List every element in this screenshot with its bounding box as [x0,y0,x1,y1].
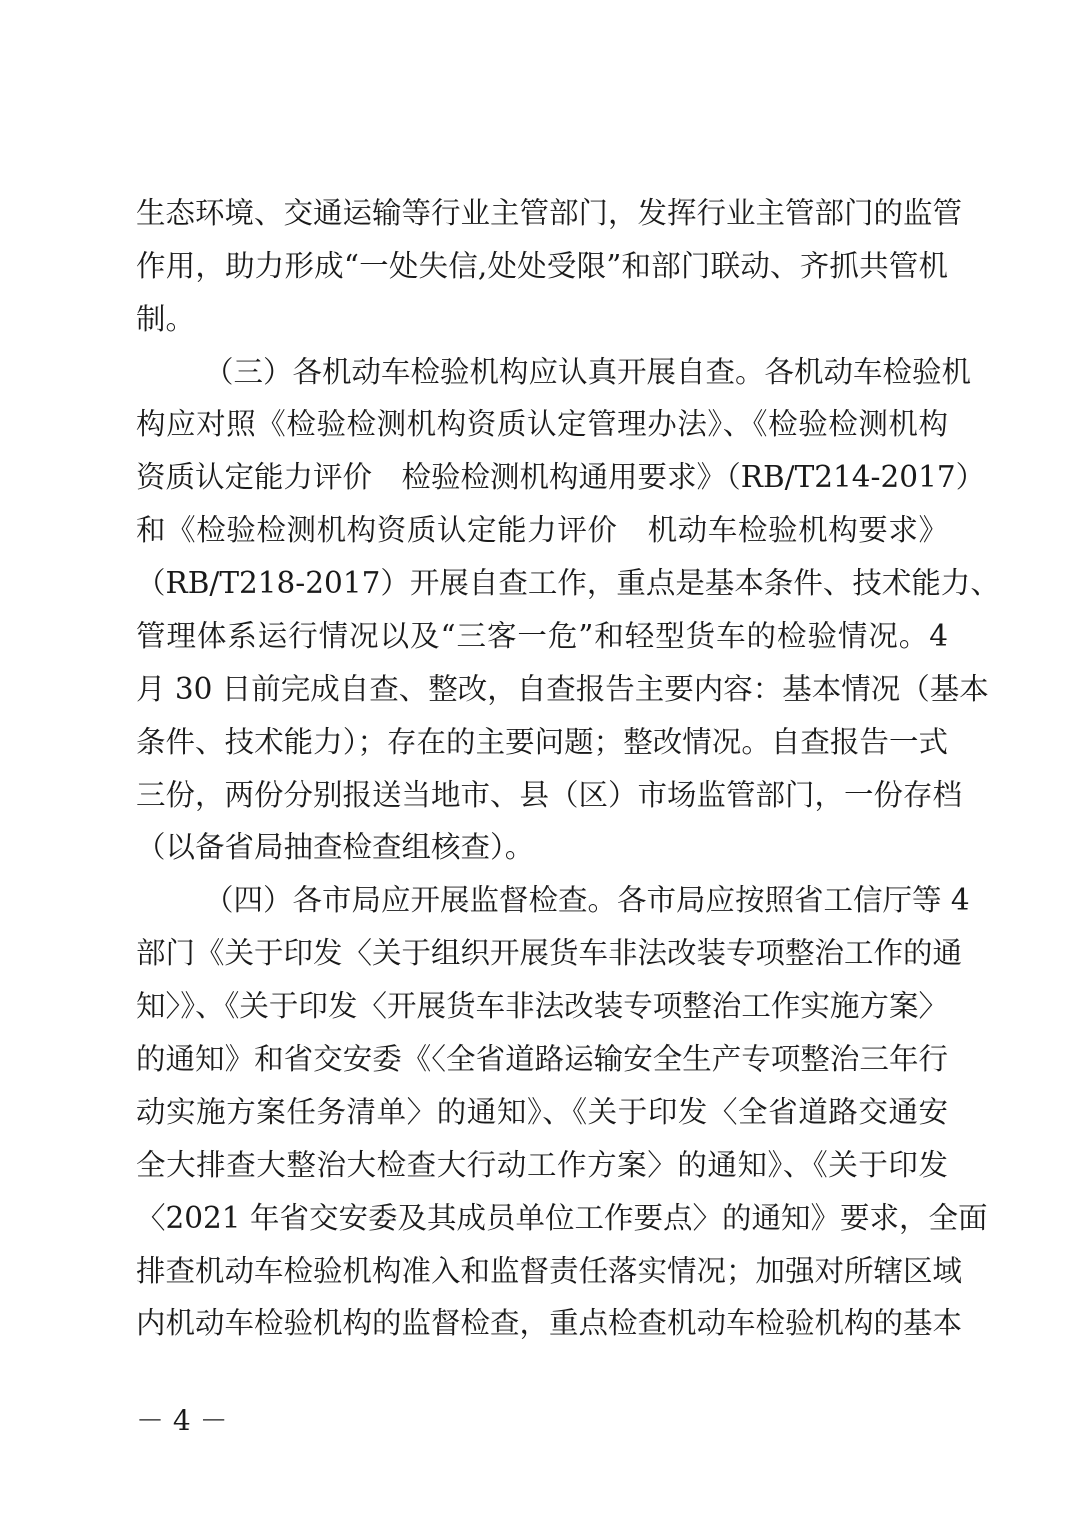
body-text-line: 管理体系运行情况以及“三客一危”和轻型货车的检验情况。4 [136,619,948,653]
body-text-line: 知〉》、《关于印发〈开展货车非法改装专项整治工作实施方案〉 [136,989,948,1023]
body-text-line: 部门《关于印发〈关于组织开展货车非法改装专项整治工作的通 [136,936,963,970]
page-number: － 4 － [136,1404,228,1437]
body-text-line: 条件、技术能力）；存在的主要问题；整改情况。自查报告一式 [136,725,948,759]
body-text-line: （以备省局抽查检查组核查）。 [136,830,535,864]
body-text-line: 动实施方案任务清单〉的通知》、《关于印发〈全省道路交通安 [136,1095,948,1129]
body-text-line: 制。 [136,302,196,336]
body-text-line: 资质认定能力评价 检验检测机构通用要求》（RB/T214-2017） [136,460,986,494]
body-text-line: 的通知》和省交安委《〈全省道路运输安全生产专项整治三年行 [136,1042,948,1076]
body-text-line: （RB/T218-2017）开展自查工作，重点是基本条件、技术能力、 [136,566,1000,600]
section-three-heading-line: （三）各机动车检验机构应认真开展自查。各机动车检验机 [204,355,972,389]
body-text-line: 月 30 日前完成自查、整改，自查报告主要内容：基本情况（基本 [136,672,989,706]
body-text-line: 〈2021 年省交安委及其成员单位工作要点〉的通知》要求，全面 [136,1201,988,1235]
body-text-line: 全大排查大整治大检查大行动工作方案〉的通知》、《关于印发 [136,1148,948,1182]
body-text-line: 和《检验检测机构资质认定能力评价 机动车检验机构要求》 [136,513,948,547]
body-text-line: 排查机动车检验机构准入和监督责任落实情况；加强对所辖区域 [136,1254,963,1288]
body-text-line: 生态环境、交通运输等行业主管部门，发挥行业主管部门的监管 [136,196,963,230]
section-four-heading-line: （四）各市局应开展监督检查。各市局应按照省工信厅等 4 [204,883,970,917]
body-text-line: 三份，两份分别报送当地市、县（区）市场监管部门，一份存档 [136,778,963,812]
body-text-line: 内机动车检验机构的监督检查，重点检查机动车检验机构的基本 [136,1306,963,1340]
body-text-line: 作用，助力形成“一处失信,处处受限”和部门联动、齐抓共管机 [136,249,948,283]
body-text-line: 构应对照《检验检测机构资质认定管理办法》、《检验检测机构 [136,407,948,441]
